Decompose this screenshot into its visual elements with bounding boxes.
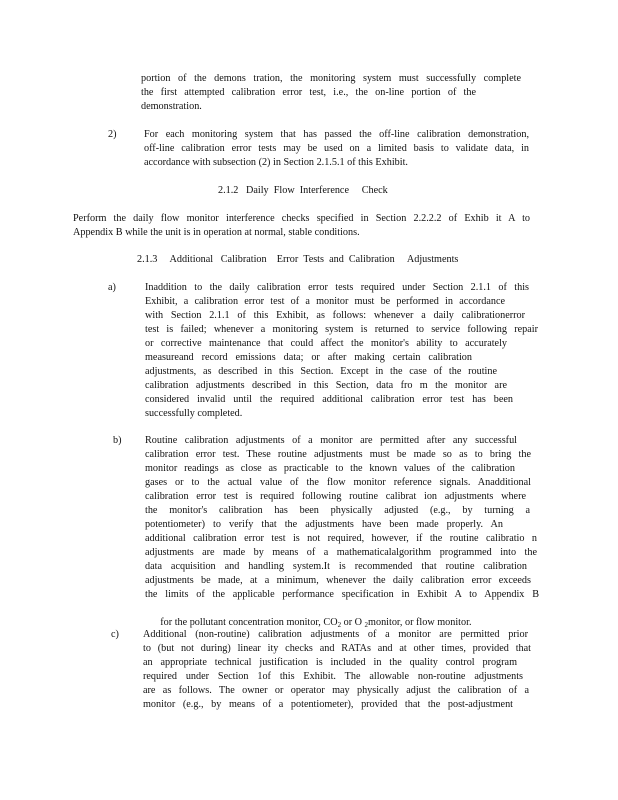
item-b-label: b) (113, 435, 122, 446)
text-line: the monitor's calibration has been physically adjusted (e.g., by turning a (145, 505, 530, 516)
subscript: 2 (364, 621, 369, 629)
item-c-paragraph (143, 628, 533, 712)
text-line: accordance with subsection (2) in Section 2.1.5.1 of this Exhibit. (144, 157, 408, 168)
text-line-with-subscripts (145, 602, 538, 629)
text-line: the first attempted calibration error test, i.e., the on-line portion of the (141, 87, 476, 98)
item-2-paragraph (144, 128, 529, 170)
text-line: Exhibit, a calibration error test of a monitor must be performed in accordance (145, 296, 505, 307)
text-line: adjustments be made, at a minimum, whenever the daily calibration error exceeds (145, 575, 531, 586)
text-line: off-line calibration error tests may be used on a limited basis to validate data, in (144, 143, 529, 154)
item-2-label: 2) (108, 129, 117, 140)
text-line: with Section 2.1.1 of this Exhibit, as follows: whenever a daily calibrationerror (145, 310, 525, 321)
section-2-1-2-paragraph (73, 212, 530, 240)
text-line: Routine calibration adjustments of a monitor are permitted after any successful (145, 435, 517, 446)
text-fragment: for the pollutant concentration monitor, CO (160, 617, 338, 628)
text-line: to (but not during) linear ity checks and RATAs and at other times, provided that (143, 643, 531, 654)
text-line: successfully completed. (145, 408, 243, 419)
section-2-1-2-heading: 2.1.2 Daily Flow Interference Check (218, 185, 388, 196)
intro-paragraph (141, 72, 521, 114)
text-line: demonstration. (141, 101, 202, 112)
text-line: calibration error test is required following routine calibrat ion adjustments where (145, 491, 526, 502)
item-c-label: c) (111, 629, 119, 640)
text-line: Inaddition to the daily calibration error tests required under Section 2.1.1 of this (145, 282, 529, 293)
item-b-paragraph (145, 434, 539, 629)
text-fragment: monitor, or flow monitor. (368, 617, 472, 628)
text-line: gases or to the actual value of the flow monitor reference signals. Anadditional (145, 477, 531, 488)
text-line: an appropriate technical justification is included in the quality control program (143, 657, 517, 668)
text-line: measureand record emissions data; or after making certain calibration (145, 352, 472, 363)
subscript: 2 (337, 621, 342, 629)
item-a-paragraph (145, 281, 538, 421)
text-line: monitor readings as close as practicable to the known values of the calibration (145, 463, 515, 474)
text-line: adjustments, as described in this Section. Except in the case of the routine (145, 366, 497, 377)
text-line: portion of the demons tration, the monitoring system must successfully complete (141, 73, 521, 84)
text-line: Appendix B while the unit is in operation at normal, stable conditions. (73, 227, 360, 238)
text-line: For each monitoring system that has passed the off-line calibration demonstration, (144, 129, 529, 140)
text-line: are as follows. The owner or operator may physically adjust the calibration of a (143, 685, 529, 696)
text-line: calibration adjustments described in this Section, data fro m the monitor are (145, 380, 507, 391)
text-line: data acquisition and handling system.It is recommended that routine calibration (145, 561, 527, 572)
text-line: considered invalid until the required additional calibration error test has been (145, 394, 513, 405)
text-line: the limits of the applicable performance specification in Exhibit A to Appendix B (145, 589, 539, 600)
text-line: calibration error test. These routine adjustments must be made so as to bring the (145, 449, 531, 460)
text-line: additional calibration error test is not required, however, if the routine calibratio n (145, 533, 537, 544)
text-line: required under Section 1of this Exhibit. The allowable non-routine adjustments (143, 671, 523, 682)
text-fragment: or O (343, 617, 362, 628)
text-line: Perform the daily flow monitor interference checks specified in Section 2.2.2.2 of Exhib it A to (73, 213, 530, 224)
text-line: Additional (non-routine) calibration adjustments of a monitor are permitted prior (143, 629, 528, 640)
text-line: test is failed; whenever a monitoring system is returned to service following repair (145, 324, 538, 335)
text-line: potentiometer) to verify that the adjustments have been made properly. An (145, 519, 503, 530)
section-2-1-3-heading: 2.1.3 Additional Calibration Error Tests and Calibration Adjustments (137, 254, 459, 265)
item-a-label: a) (108, 282, 116, 293)
text-line: monitor (e.g., by means of a potentiometer), provided that the post-adjustment (143, 699, 513, 710)
text-line: or corrective maintenance that could affect the monitor's ability to accurately (145, 338, 507, 349)
text-line: adjustments are made by means of a mathematicalalgorithm programmed into the (145, 547, 537, 558)
